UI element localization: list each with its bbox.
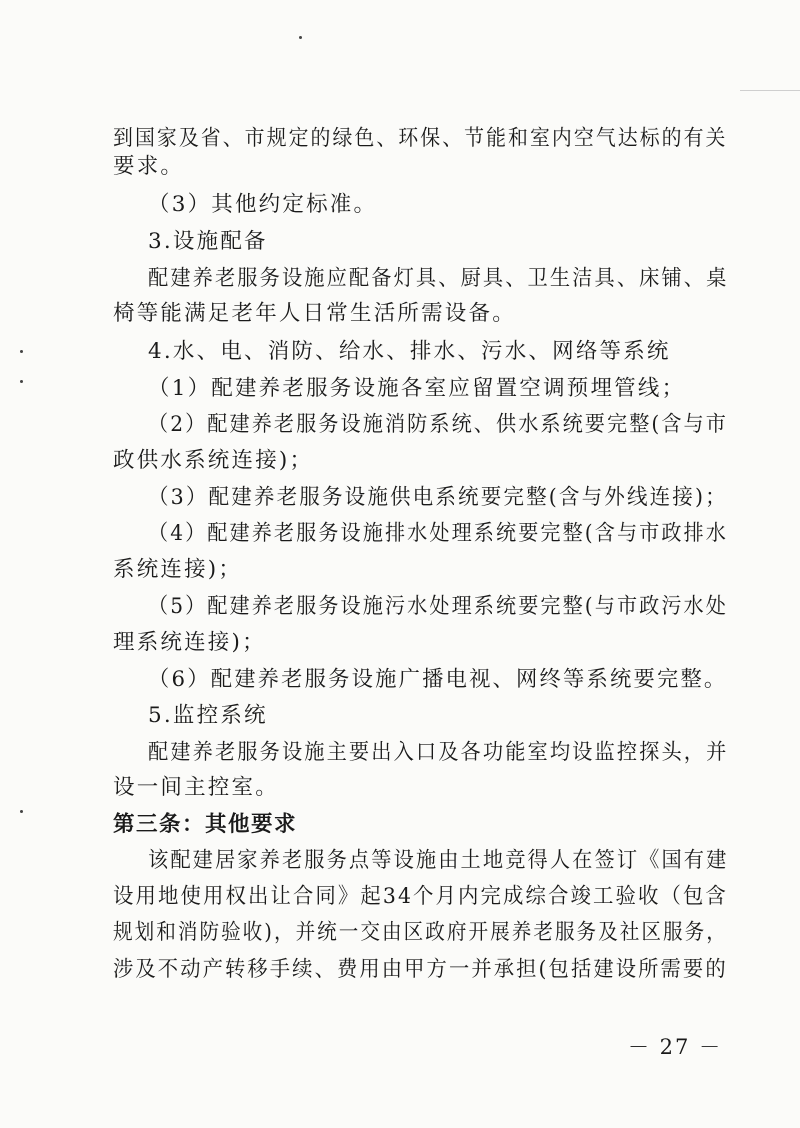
text-line: 设一间主控室。: [113, 775, 279, 800]
list-item: （5）配建养老服务设施污水处理系统要完整(与市政污水处: [148, 594, 728, 619]
article-heading: 第三条：其他要求: [113, 812, 298, 837]
scan-speck: [20, 810, 23, 813]
text-line: 政供水系统连接)；: [113, 448, 314, 473]
list-item: （6）配建养老服务设施广播电视、网终等系统要完整。: [148, 667, 728, 692]
scan-edge-line: [740, 90, 800, 91]
scan-speck: [20, 380, 23, 383]
list-item: （1）配建养老服务设施各室应留置空调预埋管线；: [148, 376, 686, 401]
text-line: 理系统连接)；: [113, 630, 266, 655]
text-line: 设用地使用权出让合同》起34个月内完成综合竣工验收（包含: [113, 884, 728, 909]
scan-speck: [299, 36, 302, 39]
text-line: 要求。: [113, 154, 185, 179]
text-line: 系统连接)；: [113, 557, 243, 582]
text-line: 椅等能满足老年人日常生活所需设备。: [113, 301, 516, 326]
text-line: 到国家及省、市规定的绿色、环保、节能和室内空气达标的有关: [113, 126, 728, 151]
section-heading: 3.设施配备: [148, 229, 268, 254]
section-heading: 4.水、电、消防、给水、排水、污水、网络等系统: [148, 339, 671, 364]
text-line: 该配建居家养老服务点等设施由土地竞得人在签订《国有建: [148, 848, 729, 873]
page-number: － 27 －: [628, 1035, 723, 1059]
text-line: （3）其他约定标准。: [148, 192, 378, 217]
text-line: 规划和消防验收)，并统一交由区政府开展养老服务及社区服务，: [113, 920, 728, 945]
list-item: （2）配建养老服务设施消防系统、供水系统要完整(含与市: [148, 412, 728, 437]
list-item: （3）配建养老服务设施供电系统要完整(含与外线连接)；: [148, 485, 728, 510]
list-item: （4）配建养老服务设施排水处理系统要完整(含与市政排水: [148, 521, 728, 546]
section-heading: 5.监控系统: [148, 703, 268, 728]
scan-speck: [20, 350, 23, 353]
text-line: 涉及不动产转移手续、费用由甲方一并承担(包括建设所需要的: [113, 957, 728, 982]
text-line: 配建养老服务设施主要出入口及各功能室均设监控探头，并: [148, 740, 729, 765]
text-line: 配建养老服务设施应配备灯具、厨具、卫生洁具、床铺、桌: [148, 266, 729, 291]
